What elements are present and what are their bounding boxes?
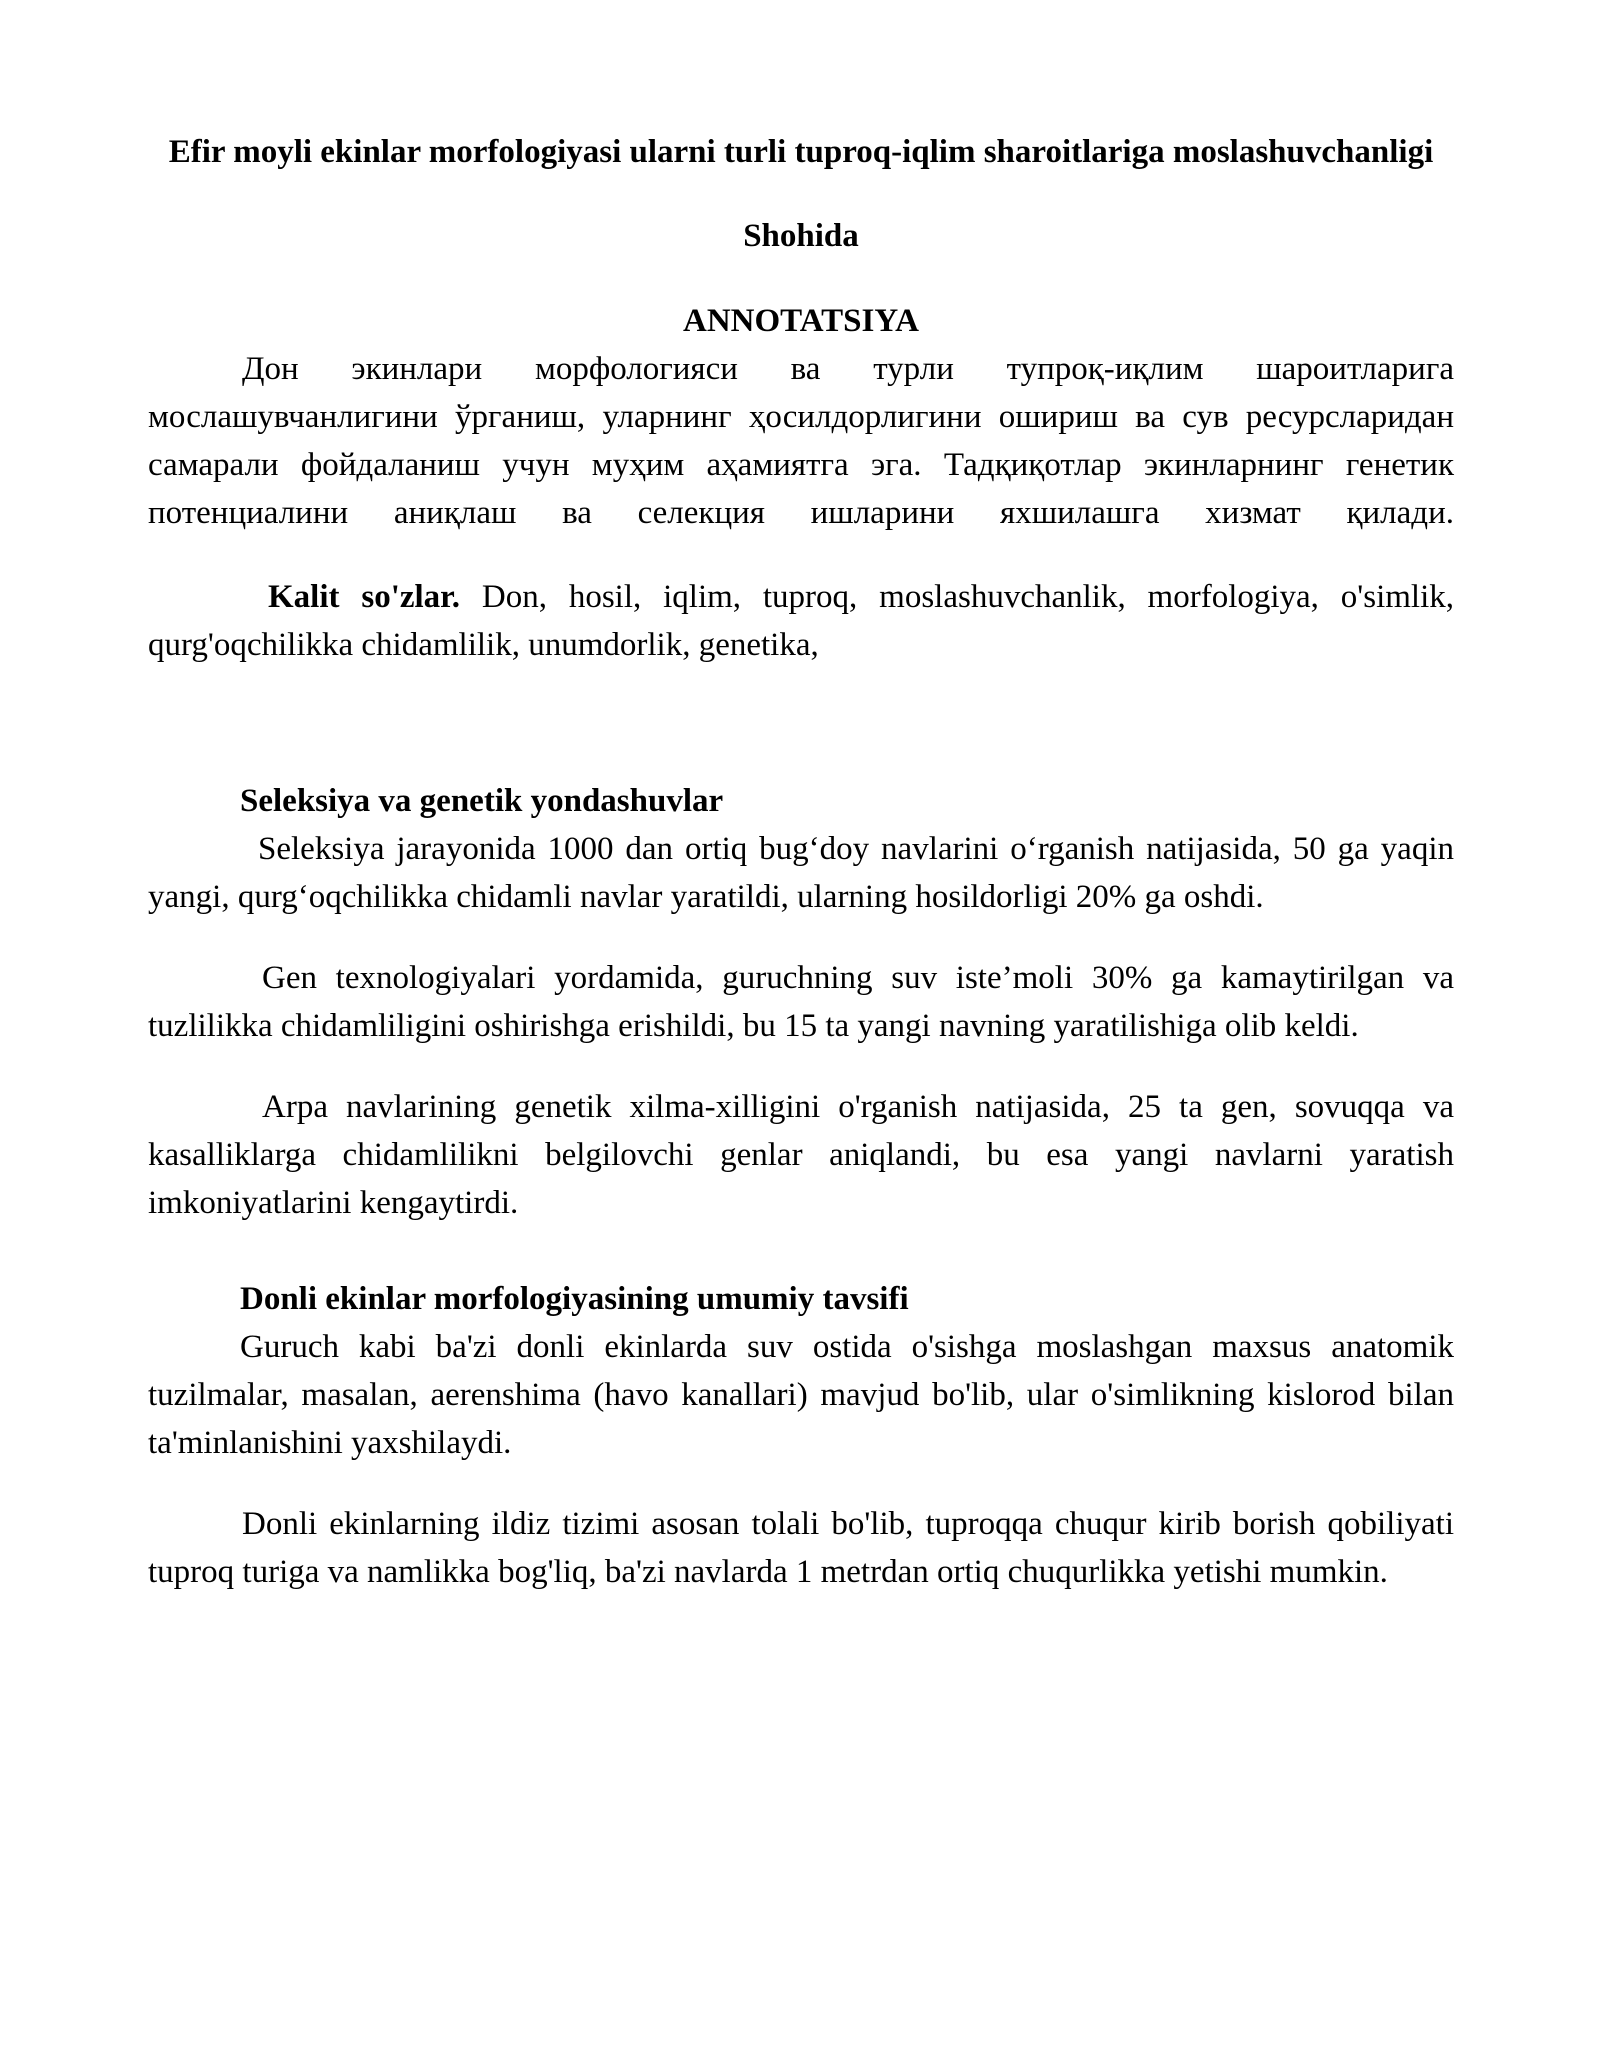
- section-heading-selection: Seleksiya va genetik yondashuvlar: [240, 783, 724, 819]
- keywords-paragraph: [148, 573, 1454, 669]
- author-name: Shohida: [743, 218, 859, 254]
- section-paragraph: Gen texnologiyalari yordamida, guruchning suv iste’moli 30% ga kamaytirilgan va tuzlilikka chidamliligini oshirishga erishildi, bu 15 ta yangi navning yaratilishiga olib keldi.: [148, 960, 1454, 1044]
- section-paragraph: Seleksiya jarayonida 1000 dan ortiq bug‘doy navlarini o‘rganish natijasida, 50 ga yaqin yangi, qurg‘oqchilikka chidamli navlar yaratildi, ularning hosildorligi 20% ga oshdi.: [148, 831, 1454, 915]
- keywords-text: Don, hosil, iqlim, tuproq, moslashuvchanlik, morfologiya, o'simlik, qurg'oqchilikka chidamlilik, unumdorlik, genetika,: [148, 579, 1454, 663]
- section-paragraph: Donli ekinlarning ildiz tizimi asosan tolali bo'lib, tuproqqa chuqur kirib borish qobiliyati tuproq turiga va namlikka bog'liq, ba'zi navlarda 1 metrdan ortiq chuqurlikka yetishi mumkin.: [148, 1506, 1454, 1590]
- section-heading-morphology: Donli ekinlar morfologiyasining umumiy tavsifi: [240, 1281, 909, 1317]
- annotation-heading: ANNOTATSIYA: [683, 303, 919, 339]
- section-paragraph: Guruch kabi ba'zi donli ekinlarda suv ostida o'sishga moslashgan maxsus anatomik tuzilmalar, masalan, aerenshima (havo kanallari) mavjud bo'lib, ular o'simlikning kislorod bilan ta'minlanishini yaxshilaydi.: [148, 1329, 1454, 1461]
- section-paragraph: Arpa navlarining genetik xilma-xilligini o'rganish natijasida, 25 ta gen, sovuqqa va kasalliklarga chidamlilikni belgilovchi genlar aniqlandi, bu esa yangi navlarni yaratish imkoniyatlarini kengaytirdi.: [148, 1089, 1454, 1221]
- annotation-text: Дон экинлари морфологияси ва турли тупроқ-иқлим шароитларига мослашувчанлигини ўрганиш, уларнинг ҳосилдорлигини ошириш ва сув ресурсларидан самарали фойдаланиш учун муҳим аҳамиятга эга. Тадқиқотлар экинларнинг генетик потенциалини аниқлаш ва селекция ишларини яхшилашга хизмат қилади.: [148, 351, 1454, 531]
- keywords-label: Kalit so'zlar.: [268, 579, 461, 615]
- document-title: Efir moyli ekinlar morfologiyasi ularni turli tuproq-iqlim sharoitlariga moslashuvchanligi: [168, 134, 1434, 170]
